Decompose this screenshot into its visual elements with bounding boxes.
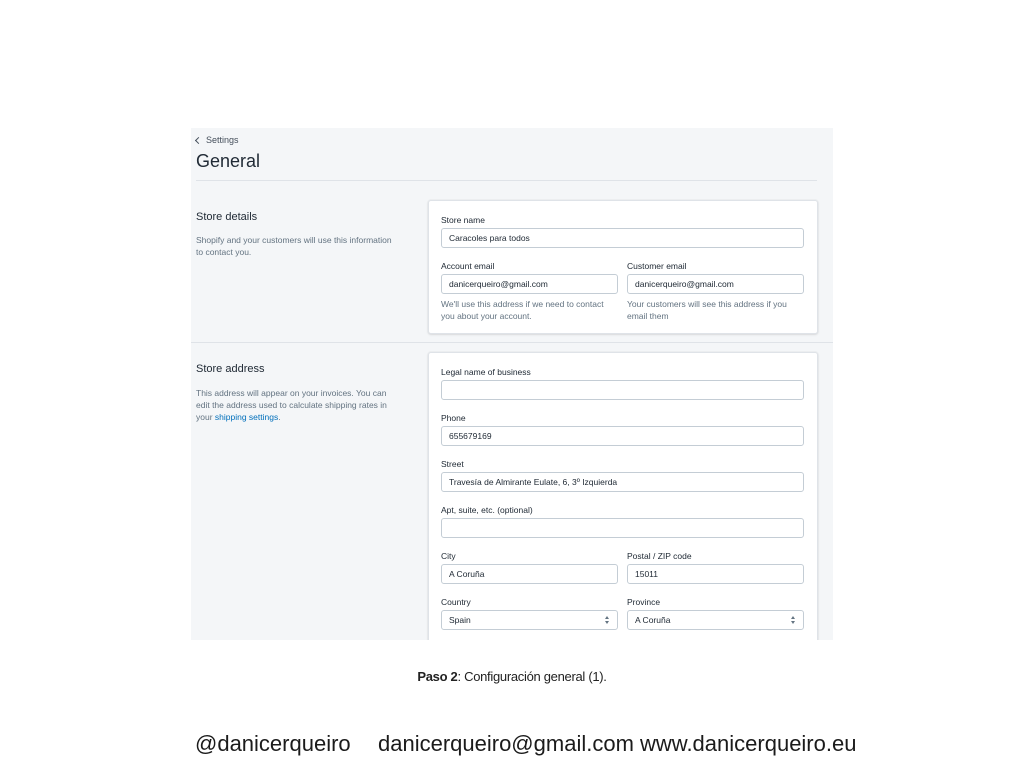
- header-divider: [196, 180, 817, 181]
- city-label: City: [441, 551, 456, 561]
- store-name-label: Store name: [441, 215, 485, 225]
- postal-input[interactable]: 15011: [627, 564, 804, 584]
- customer-email-label: Customer email: [627, 261, 687, 271]
- shipping-settings-link[interactable]: shipping settings: [214, 412, 279, 422]
- footer-email: danicerqueiro@gmail.com: [378, 731, 634, 756]
- store-address-title: Store address: [196, 363, 265, 375]
- legal-name-input[interactable]: [441, 380, 804, 400]
- store-name-input[interactable]: Caracoles para todos: [441, 228, 804, 248]
- store-details-description: Shopify and your customers will use this information to contact you.: [196, 235, 392, 257]
- province-select-value: A Coruña: [635, 615, 671, 625]
- store-address-description-text: This address will appear on your invoices. You can edit the address used to calculate shipping rates in your: [196, 388, 387, 422]
- phone-label: Phone: [441, 413, 466, 423]
- store-address-description: [196, 387, 396, 423]
- select-arrows-icon: [604, 615, 610, 625]
- footer-handle: @danicerqueiro: [195, 731, 351, 756]
- country-label: Country: [441, 597, 471, 607]
- settings-screenshot: [191, 128, 833, 640]
- caption-step: Paso 2: [417, 669, 458, 684]
- caption-text: : Configuración general (1).: [457, 669, 607, 684]
- store-details-card: [428, 200, 818, 334]
- customer-email-input[interactable]: danicerqueiro@gmail.com: [627, 274, 804, 294]
- province-label: Province: [627, 597, 661, 607]
- account-email-input[interactable]: danicerqueiro@gmail.com: [441, 274, 618, 294]
- select-arrows-icon: [790, 615, 796, 625]
- slide-caption: [0, 669, 1024, 684]
- back-to-settings-link[interactable]: [196, 135, 239, 145]
- section-divider: [191, 342, 833, 343]
- customer-email-help: Your customers will see this address if you email them: [627, 299, 787, 321]
- chevron-left-icon: [195, 136, 202, 143]
- legal-name-label: Legal name of business: [441, 367, 531, 377]
- street-label: Street: [441, 459, 464, 469]
- postal-label: Postal / ZIP code: [627, 551, 692, 561]
- account-email-label: Account email: [441, 261, 495, 271]
- phone-input[interactable]: 655679169: [441, 426, 804, 446]
- street-input[interactable]: Travesía de Almirante Eulate, 6, 3º Izquierda: [441, 472, 804, 492]
- store-address-card: [428, 352, 818, 640]
- apt-label: Apt, suite, etc. (optional): [441, 505, 533, 515]
- footer-website: www.danicerqueiro.eu: [640, 731, 857, 756]
- page-title: General: [196, 151, 261, 171]
- city-input[interactable]: A Coruña: [441, 564, 618, 584]
- store-address-description-end: .: [278, 412, 281, 422]
- account-email-help: We'll use this address if we need to contact you about your account.: [441, 299, 604, 321]
- country-select[interactable]: [441, 610, 618, 630]
- apt-input[interactable]: [441, 518, 804, 538]
- back-label: Settings: [206, 135, 239, 145]
- country-select-value: Spain: [449, 615, 471, 625]
- province-select[interactable]: [627, 610, 804, 630]
- store-details-title: Store details: [196, 211, 258, 223]
